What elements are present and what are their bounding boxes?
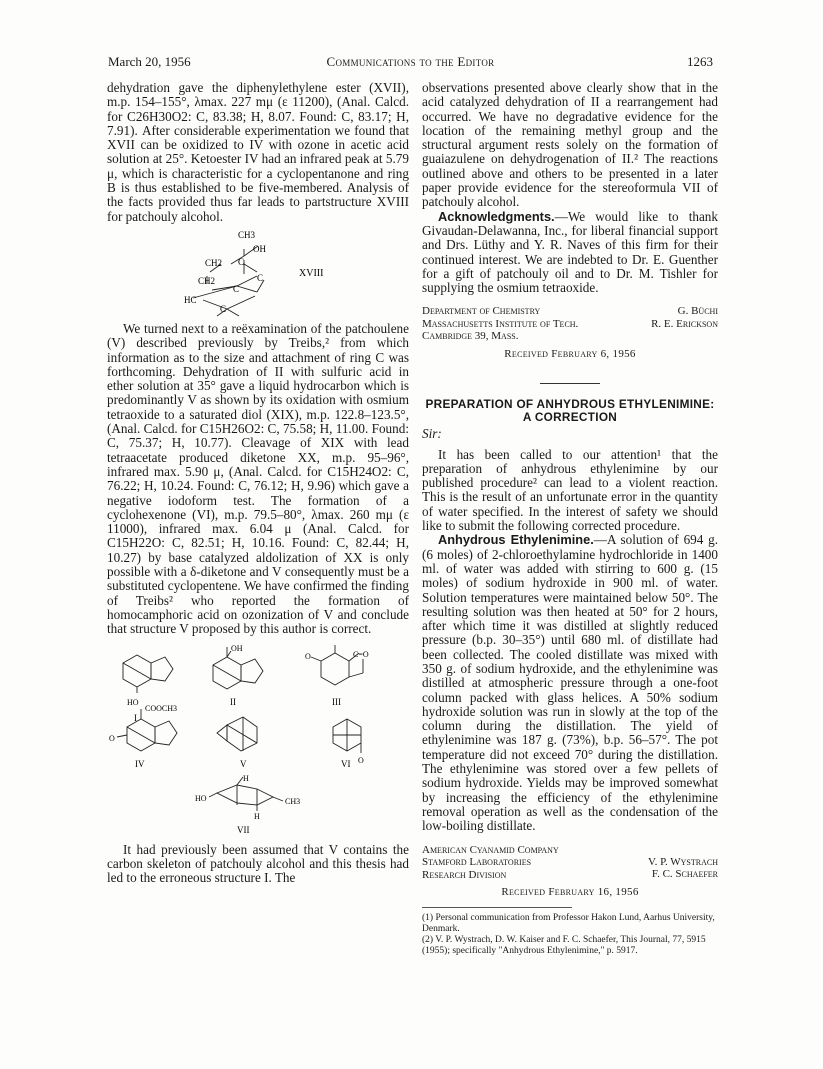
affil1-inst: Massachusetts Institute of Tech. bbox=[422, 317, 579, 330]
footnote-rule bbox=[422, 907, 572, 908]
affil1-city: Cambridge 39, Mass. bbox=[422, 330, 519, 343]
xviii-ch2-top: CH2 bbox=[205, 257, 223, 268]
affil2-labs: Stamford Laboratories bbox=[422, 856, 532, 869]
struct-label-iv: IV bbox=[135, 758, 145, 769]
structure-xviii bbox=[107, 226, 409, 318]
article-title-line-2: A CORRECTION bbox=[522, 409, 618, 424]
affil1-author-2: R. E. Erickson bbox=[651, 317, 718, 330]
struct-label-vi: VI bbox=[341, 758, 351, 769]
acknowledgments-heading: Acknowledgments. bbox=[438, 208, 555, 224]
xviii-c2: C bbox=[257, 272, 264, 283]
affil2-author-2: F. C. Schaefer bbox=[651, 868, 718, 881]
header-page-number: 1263 bbox=[687, 54, 713, 69]
affil1-dept: Department of Chemistry bbox=[422, 305, 541, 318]
footnote-2: (2) V. P. Wystrach, D. W. Kaiser and F. C. Schaefer, This Journal, 77, 5915 (1955); specifically "Anhydrous Ethylenimine," p. 5917. bbox=[422, 935, 706, 957]
xviii-c1: C bbox=[238, 256, 245, 267]
procedure-paragraph bbox=[422, 533, 718, 833]
right-column bbox=[422, 81, 718, 957]
section-divider bbox=[540, 383, 600, 384]
struct-label-ii: II bbox=[230, 696, 236, 707]
struct-iv-cooch3: COOCH3 bbox=[145, 703, 178, 713]
header-date: March 20, 1956 bbox=[108, 54, 191, 69]
affiliation-2 bbox=[422, 844, 718, 882]
struct-vii-ch3: CH3 bbox=[285, 796, 301, 806]
struct-iii-co: C=O bbox=[353, 649, 369, 659]
affil1-author-1: G. Büchi bbox=[677, 305, 718, 318]
struct-vii-h1: H bbox=[243, 773, 249, 783]
xviii-ch2-left: CH2 bbox=[198, 275, 216, 286]
affil2-division: Research Division bbox=[422, 868, 507, 881]
procedure-heading: Anhydrous Ethylenimine. bbox=[438, 532, 594, 548]
footnote-1: (1) Personal communication from Professor Hakon Lund, Aarhus University, Denmark. bbox=[422, 913, 715, 935]
article-title-line-1: PREPARATION OF ANHYDROUS ETHYLENIMINE: bbox=[425, 397, 715, 412]
struct-label-v: V bbox=[240, 758, 247, 769]
procedure-text: —A solution of 694 g. (6 moles) of 2-chloroethylamine hydrochloride in 1400 ml. of water was added with stirring to 600 g. (15 moles) of sodium hydroxide in 900 ml. of water. Solution temperatures were maintained below 50°. The resulting solution was then heated at 50° for 2 hours, after which time it was distilled at slightly reduced pressure (b.p. 30–35°) until 680 ml. of distillate had been collected. The cooled distillate was mixed with 350 g. of sodium hydroxide, and the ethylenimine was distilled at atmospheric pressure through a one-foot column packed with glass helices. A 50% sodium hydroxide solution was run in slowly at the top of the column during the distillation. The yield of ethylenimine was 187 g. (73%), b.p. 56–57°. The pot temperature did not exceed 70° during the distillation. The ethylenimine was stored over a few pellets of sodium hydroxide. Yields may be improved somewhat by increasing the efficiency of the ethylenimine removal operation as well as the condensation of the low-boiling distillate. bbox=[422, 532, 719, 834]
affil2-author-1: V. P. Wystrach bbox=[648, 855, 718, 868]
xviii-ch3: CH3 bbox=[238, 229, 256, 240]
affil1-received: Received February 6, 1956 bbox=[504, 347, 636, 360]
header-section: Communications to the Editor bbox=[326, 54, 495, 69]
affil2-received: Received February 16, 1956 bbox=[501, 886, 639, 899]
affiliation-1 bbox=[422, 305, 718, 343]
xviii-hc: HC bbox=[184, 294, 197, 305]
structures-i-to-vii bbox=[107, 643, 409, 837]
right-paragraph-2: It has been called to our attention¹ that the preparation of anhydrous ethylenimine by our published procedure² can lead to a violent reaction. This is the result of an unfortunate error in the quantity of water specified. In the interest of safety we should like to submit the following corrected procedure. bbox=[422, 446, 718, 534]
footnotes bbox=[422, 907, 718, 957]
left-paragraph-3: It had previously been assumed that V contains the carbon skeleton of patchouly alcohol and this thesis had led to the erroneous structure I. The bbox=[107, 841, 409, 886]
xviii-c3: C bbox=[233, 283, 240, 294]
acknowledgments-paragraph bbox=[422, 210, 718, 296]
struct-vi-o: O bbox=[358, 755, 364, 765]
struct-label-i: I bbox=[134, 712, 137, 723]
xviii-label: XVIII bbox=[299, 267, 324, 279]
left-paragraph-2: We turned next to a reëxamination of the patchoulene (V) described previously by Treibs,² from which information as to the size and attachment of ring C was forthcoming. Dehydration of II with sulfuric acid in ether solution at 35° gave a liquid hydrocarbon which is predominantly V as shown by its oxidation with osmium tetraoxide to a saturated diol (XIX), m.p. 122.8–123.5°, (Anal. Calcd. for C15H26O2: C, 75.58; H, 11.00. Found: C, 75.37; H, 10.77). Cleavage of XIX with lead tetraacetate produced diketone XX, m.p. 95–96°, infrared max. 5.90 μ, (Anal. Calcd. for C15H24O2: C, 76.22; H, 10.24. Found: C, 76.12; H, 9.96) which gave a negative iodoform test. The formation of a cyclohexenone (VI), m.p. 79.5–80°, λmax. 260 mμ (ε 11000), infrared max. 6.04 μ (Anal. Calcd. for C15H22O: C, 82.51; H, 10.16. Found: C, 82.44; H, 10.27) by base catalyzed aldolization of XX is only possible with a δ-diketone and V consequently must be a substituted cyclopentene. We have confirmed the finding of Treibs² who reported the formation of homocamphoric acid on ozonization of V and conclude that structure V proposed by this author is correct. bbox=[107, 320, 409, 637]
struct-iv-o: O bbox=[109, 733, 115, 743]
left-column bbox=[107, 81, 409, 885]
struct-iii-o: O bbox=[305, 651, 311, 661]
right-paragraph-1: observations presented above clearly show that in the acid catalyzed dehydration of II a rearrangement had occurred. We have no degradative evidence for the location of the remaining methyl group and the structural argument rests solely on the formation of guaiazulene on dehydrogenation of II.² The reactions outlined above and others to be presented in a later paper provide evidence for the stereoformula VII of patchouly alcohol. bbox=[422, 80, 718, 210]
struct-label-iii: III bbox=[332, 696, 341, 707]
xviii-oh: OH bbox=[253, 243, 266, 254]
xviii-c4: C bbox=[220, 303, 227, 314]
struct-vii-ho: HO bbox=[195, 793, 207, 803]
salutation: Sir: bbox=[422, 426, 442, 442]
acknowledgments-text: —We would like to thank Givaudan-Delawanna, Inc., for liberal financial support and Drs. Lüthy and Y. R. Naves of this firm for their continued interest. We are indebted to Dr. E. Guenther for a gift of patchouly oil and to Dr. M. Tishler for supplying the osmium tetraoxide. bbox=[422, 208, 718, 296]
left-paragraph-1: dehydration gave the diphenylethylene ester (XVII), m.p. 154–155°, λmax. 227 mμ (ε 11200), (Anal. Calcd. for C26H30O2: C, 83.38; H, 8.07. Found: C, 83.17; H, 7.91). After considerable experimentation we found that XVII can be oxidized to IV with ozone in acetic acid solution at 25°. Ketoester IV had an infrared peak at 5.79 μ, which is characteristic for a cyclopentanone and ring B is thus established to be five-membered. Analysis of the facts provided thus far leads to partstructure XVIII for patchouly alcohol. bbox=[107, 80, 409, 224]
struct-label-vii: VII bbox=[237, 824, 250, 835]
struct-vii-h2: H bbox=[254, 811, 260, 821]
struct-i-ho: HO bbox=[127, 697, 139, 707]
affil2-company: American Cyanamid Company bbox=[422, 843, 559, 856]
struct-ii-oh: OH bbox=[231, 643, 243, 653]
page-header bbox=[108, 54, 713, 72]
